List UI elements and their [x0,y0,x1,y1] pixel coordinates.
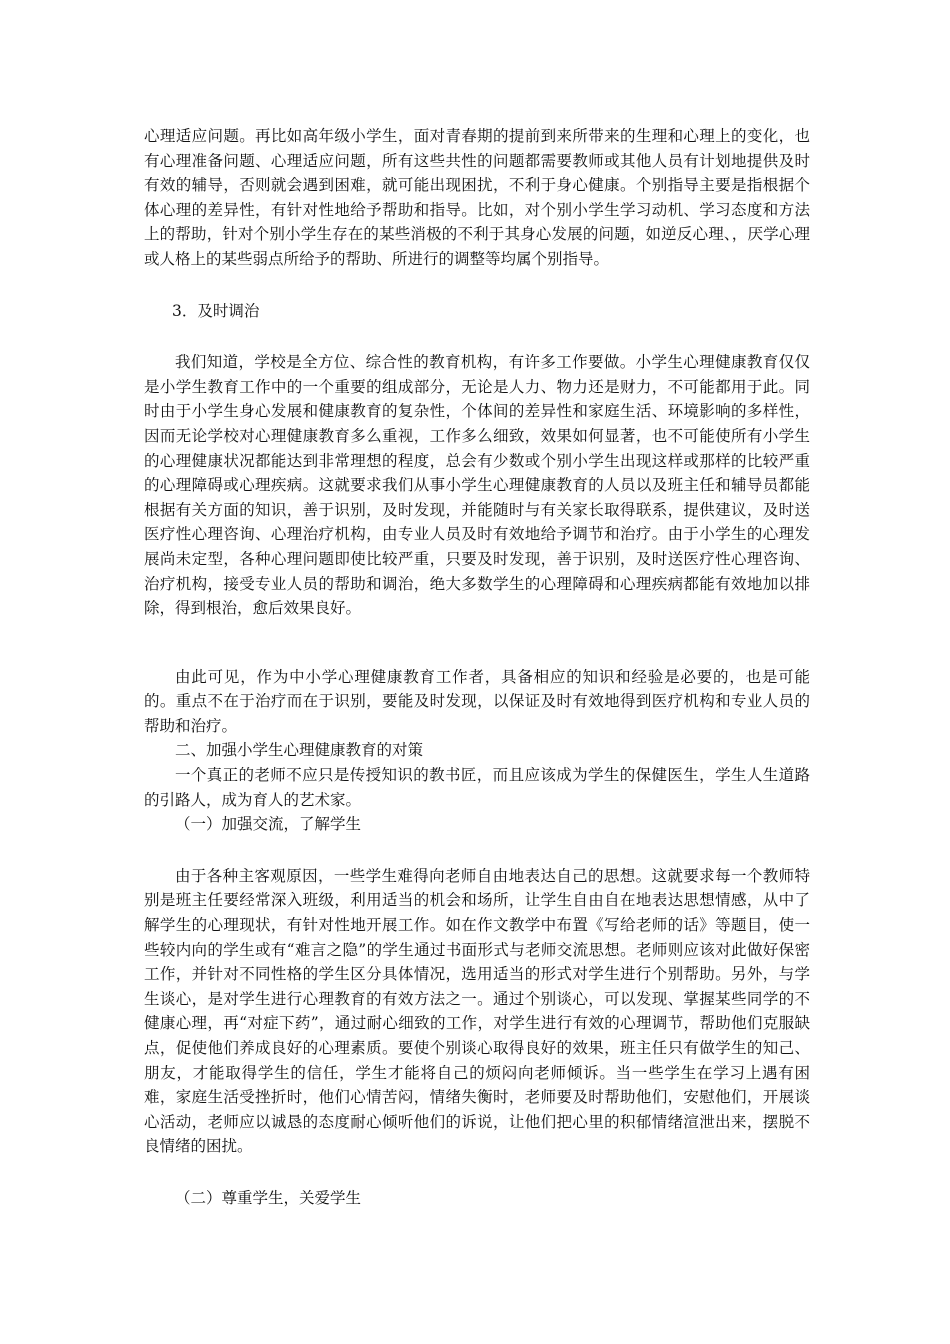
section-heading-timely-treatment: 3．及时调治 [172,301,260,320]
paragraph-communication: 由于各种主客观原因，一些学生难得向老师自由地表达自己的思想。这就要求每一个教师特别是班主任要经常深入班级，利用适当的机会和场所，让学生自由自在地表达思想情感，从中了解学生的心理现状，有针对性地开展工作。如在作文教学中布置《写给老师的话》等题目，使一些较内向的学生或有“难言之隐”的学生通过书面形式与老师交流思想。老师则应该对此做好保密工作，并针对不同性格的学生区分具体情况，选用适当的形式对学生进行个别帮助。另外，与学生谈心，是对学生进行心理教育的有效方法之一。通过个别谈心，可以发现、掌握某些同学的不健康心理，再“对症下药”，通过耐心细致的工作，对学生进行有效的心理调节，帮助他们克服缺点，促使他们养成良好的心理素质。要使个别谈心取得良好的效果，班主任只有做学生的知己、朋友，才能取得学生的信任，学生才能将自己的烦闷向老师倾诉。当一些学生在学习上遇有困难，家庭生活受挫折时，他们心情苦闷，情绪失衡时，老师要及时帮助他们，安慰他们，开展谈心活动，老师应以诚恳的态度耐心倾听他们的诉说，让他们把心里的积郁情绪渲泄出来，摆脱不良情绪的困扰。 [144,866,810,1156]
paragraph-individual-guidance: 心理适应问题。再比如高年级小学生，面对青春期的提前到来所带来的生理和心理上的变化，也有心理准备问题、心理适应问题，所有这些共性的问题都需要教师或其他人员有计划地提供及时有效的辅导，否则就会遇到困难，就可能出现困扰，不利于身心健康。个别指导主要是指根据个体心理的差异性，有针对性地给予帮助和指导。比如，对个别小学生学习动机、学习态度和方法上的帮助，针对个别小学生存在的某些消极的不利于其身心发展的问题，如逆反心理、，厌学心理或人格上的某些弱点所给予的帮助、所进行的调整等均属个别指导。 [144,127,810,268]
paragraph-teacher-role: 一个真正的老师不应只是传授知识的教书匠，而且应该成为学生的保健医生，学生人生道路的引路人，成为育人的艺术家。 [144,766,810,809]
paragraph-conclusion: 由此可见，作为中小学心理健康教育工作者，具备相应的知识和经验是必要的，也是可能的。重点不在于治疗而在于识别，要能及时发现，以保证及时有效地得到医疗机构和专业人员的帮助和治疗。 [144,667,810,735]
document-page [144,124,810,1211]
subheading-respect-care: （二）尊重学生，关爱学生 [175,1188,362,1207]
paragraph-timely-treatment: 我们知道，学校是全方位、综合性的教育机构，有许多工作要做。小学生心理健康教育仅仅是小学生教育工作中的一个重要的组成部分，无论是人力、物力还是财力，不可能都用于此。同时由于小学生身心发展和健康教育的复杂性，个体间的差异性和家庭生活、环境影响的多样性，因而无论学校对心理健康教育多么重视，工作多么细致，效果如何显著，也不可能使所有小学生的心理健康状况都能达到非常理想的程度，总会有少数或个别小学生出现这样或那样的比较严重的心理障碍或心理疾病。这就要求我们从事小学生心理健康教育的人员以及班主任和辅导员都能根据有关方面的知识，善于识别，及时发现，并能随时与有关家长取得联系，提供建议，及时送医疗性心理咨询、心理治疗机构，由专业人员及时有效地给予调节和治疗。由于小学生的心理发展尚未定型，各种心理问题即使比较严重，只要及时发现，善于识别，及时送医疗性心理咨询、治疗机构，接受专业人员的帮助和调治，绝大多数学生的心理障碍和心理疾病都能有效地加以排除，得到根治，愈后效果良好。 [144,353,810,618]
subheading-communication: （一）加强交流，了解学生 [175,815,362,834]
section-heading-strategies: 二、加强小学生心理健康教育的对策 [175,741,424,760]
